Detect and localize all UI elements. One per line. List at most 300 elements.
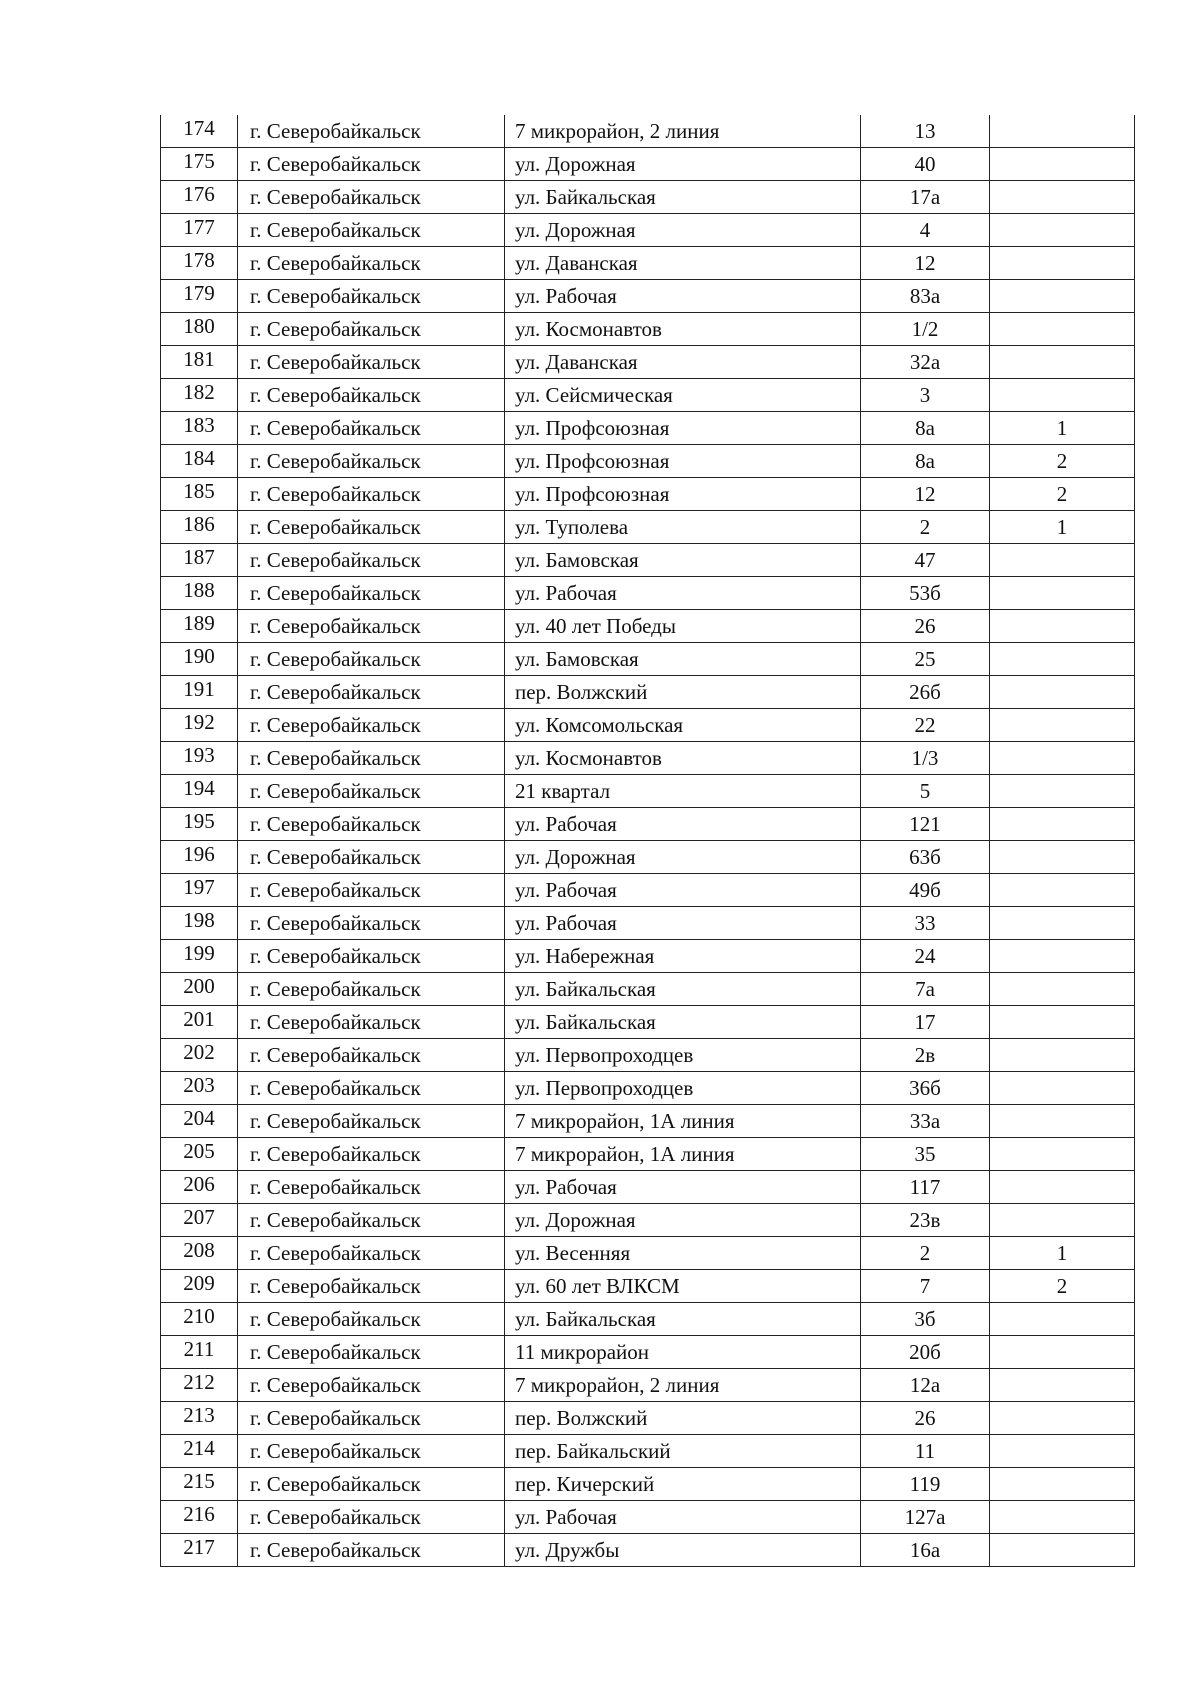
row-number-cell [161,676,238,709]
house-number-cell [861,742,990,775]
row-number-cell [161,1270,238,1303]
city-cell-text: г. Северобайкальск [250,1339,421,1364]
table-row [161,544,1135,577]
table-row [161,676,1135,709]
extra-value-cell [990,1468,1135,1501]
extra-value-cell-text: 2 [1056,448,1068,473]
extra-value-cell [990,247,1135,280]
street-cell [505,940,861,973]
street-cell [505,1237,861,1270]
city-cell [238,214,505,247]
table-row [161,808,1135,841]
street-cell-text: пер. Байкальский [515,1438,671,1463]
extra-value-cell-text: 1 [1056,514,1068,539]
city-cell-text: г. Северобайкальск [250,778,421,803]
street-cell-text: ул. Космонавтов [515,316,662,341]
row-number-cell-text: 194 [183,775,215,800]
city-cell-text: г. Северобайкальск [250,1405,421,1430]
row-number-cell [161,445,238,478]
street-cell [505,775,861,808]
table-row [161,610,1135,643]
extra-value-cell [990,1435,1135,1468]
city-cell-text: г. Северобайкальск [250,184,421,209]
street-cell [505,280,861,313]
city-cell-text: г. Северобайкальск [250,1042,421,1067]
city-cell-text: г. Северобайкальск [250,1009,421,1034]
house-number-cell-text: 117 [909,1174,941,1199]
city-cell [238,874,505,907]
extra-value-cell [990,841,1135,874]
house-number-cell-text: 16а [909,1537,941,1562]
street-cell [505,478,861,511]
row-number-cell [161,940,238,973]
street-cell-text: ул. Дорожная [515,1207,636,1232]
street-cell-text: ул. Байкальская [515,184,656,209]
extra-value-cell [990,379,1135,412]
city-cell [238,115,505,148]
table-row [161,445,1135,478]
street-cell-text: ул. Профсоюзная [515,448,670,473]
table-row [161,841,1135,874]
extra-value-cell [990,709,1135,742]
extra-value-cell [990,577,1135,610]
row-number-cell [161,1237,238,1270]
table-row [161,973,1135,1006]
row-number-cell-text: 201 [183,1006,215,1031]
street-cell [505,181,861,214]
house-number-cell-text: 4 [919,217,931,242]
street-cell [505,247,861,280]
city-cell-text: г. Северобайкальск [250,250,421,275]
extra-value-cell [990,1072,1135,1105]
city-cell [238,709,505,742]
house-number-cell [861,775,990,808]
table-row [161,247,1135,280]
row-number-cell-text: 195 [183,808,215,833]
street-cell-text: ул. Рабочая [515,1174,617,1199]
house-number-cell [861,973,990,1006]
house-number-cell [861,511,990,544]
house-number-cell-text: 119 [909,1471,941,1496]
table-row [161,1138,1135,1171]
house-number-cell [861,577,990,610]
extra-value-cell [990,313,1135,346]
row-number-cell-text: 174 [183,115,215,140]
city-cell-text: г. Северобайкальск [250,1207,421,1232]
city-cell-text: г. Северобайкальск [250,745,421,770]
row-number-cell [161,1501,238,1534]
row-number-cell [161,379,238,412]
street-cell [505,313,861,346]
row-number-cell-text: 192 [183,709,215,734]
row-number-cell-text: 198 [183,907,215,932]
house-number-cell [861,1534,990,1567]
table-row [161,874,1135,907]
street-cell-text: ул. Рабочая [515,877,617,902]
house-number-cell-text: 53б [909,580,941,605]
city-cell [238,1501,505,1534]
street-cell [505,1501,861,1534]
house-number-cell-text: 8а [915,448,935,473]
city-cell [238,346,505,379]
city-cell-text: г. Северобайкальск [250,613,421,638]
street-cell [505,1039,861,1072]
extra-value-cell [990,1204,1135,1237]
extra-value-cell [990,1171,1135,1204]
table-row [161,1336,1135,1369]
street-cell-text: 7 микрорайон, 2 линия [515,1372,720,1397]
city-cell [238,1138,505,1171]
house-number-cell-text: 23в [909,1207,941,1232]
house-number-cell-text: 36б [909,1075,941,1100]
house-number-cell-text: 1/2 [911,316,939,341]
house-number-cell-text: 47 [914,547,936,572]
row-number-cell [161,478,238,511]
extra-value-cell [990,280,1135,313]
extra-value-cell [990,808,1135,841]
street-cell-text: 7 микрорайон, 2 линия [515,118,720,143]
row-number-cell [161,148,238,181]
street-cell-text: ул. Весенняя [515,1240,631,1265]
city-cell-text: г. Северобайкальск [250,118,421,143]
house-number-cell [861,1204,990,1237]
house-number-cell [861,214,990,247]
row-number-cell [161,1072,238,1105]
table-row [161,181,1135,214]
house-number-cell [861,808,990,841]
row-number-cell-text: 185 [183,478,215,503]
city-cell [238,511,505,544]
city-cell [238,610,505,643]
city-cell-text: г. Северобайкальск [250,151,421,176]
house-number-cell-text: 3б [914,1306,936,1331]
table-row [161,115,1135,148]
city-cell [238,841,505,874]
house-number-cell-text: 127а [904,1504,946,1529]
city-cell [238,907,505,940]
house-number-cell-text: 26 [914,1405,936,1430]
street-cell-text: пер. Волжский [515,679,648,704]
city-cell-text: г. Северобайкальск [250,1108,421,1133]
street-cell [505,874,861,907]
table-row [161,1270,1135,1303]
table-row [161,1435,1135,1468]
extra-value-cell [990,742,1135,775]
house-number-cell [861,181,990,214]
table-row [161,1369,1135,1402]
street-cell-text: ул. Туполева [515,514,629,539]
house-number-cell-text: 17а [909,184,941,209]
table-row [161,313,1135,346]
extra-value-cell [990,214,1135,247]
city-cell-text: г. Северобайкальск [250,1273,421,1298]
row-number-cell-text: 210 [183,1303,215,1328]
row-number-cell-text: 196 [183,841,215,866]
street-cell-text: ул. Рабочая [515,580,617,605]
street-cell-text: 21 квартал [515,778,611,803]
street-cell [505,1006,861,1039]
street-cell [505,1270,861,1303]
row-number-cell [161,907,238,940]
house-number-cell [861,1336,990,1369]
house-number-cell-text: 33а [909,1108,941,1133]
row-number-cell-text: 188 [183,577,215,602]
table-row [161,709,1135,742]
row-number-cell-text: 216 [183,1501,215,1526]
street-cell-text: ул. Бамовская [515,646,639,671]
city-cell-text: г. Северобайкальск [250,811,421,836]
street-cell-text: ул. Дорожная [515,217,636,242]
row-number-cell-text: 191 [183,676,215,701]
city-cell [238,1039,505,1072]
street-cell [505,676,861,709]
extra-value-cell [990,775,1135,808]
extra-value-cell [990,1369,1135,1402]
row-number-cell-text: 203 [183,1072,215,1097]
row-number-cell-text: 183 [183,412,215,437]
street-cell [505,1402,861,1435]
house-number-cell [861,412,990,445]
house-number-cell [861,247,990,280]
street-cell [505,973,861,1006]
house-number-cell [861,1435,990,1468]
city-cell-text: г. Северобайкальск [250,1240,421,1265]
table-row [161,1237,1135,1270]
house-number-cell [861,1138,990,1171]
extra-value-cell [990,148,1135,181]
city-cell-text: г. Северобайкальск [250,1438,421,1463]
row-number-cell-text: 179 [183,280,215,305]
street-cell [505,742,861,775]
row-number-cell-text: 182 [183,379,215,404]
city-cell [238,1468,505,1501]
city-cell [238,1006,505,1039]
row-number-cell-text: 181 [183,346,215,371]
house-number-cell-text: 12а [909,1372,941,1397]
row-number-cell-text: 177 [183,214,215,239]
row-number-cell [161,874,238,907]
house-number-cell-text: 83а [909,283,941,308]
street-cell-text: ул. Набережная [515,943,655,968]
city-cell [238,676,505,709]
row-number-cell-text: 209 [183,1270,215,1295]
street-cell-text: ул. Рабочая [515,283,617,308]
city-cell-text: г. Северобайкальск [250,1174,421,1199]
street-cell [505,1072,861,1105]
city-cell [238,1534,505,1567]
table-row [161,907,1135,940]
city-cell [238,478,505,511]
street-cell [505,115,861,148]
extra-value-cell [990,907,1135,940]
row-number-cell-text: 200 [183,973,215,998]
city-cell [238,445,505,478]
row-number-cell [161,214,238,247]
city-cell [238,1303,505,1336]
city-cell [238,1237,505,1270]
city-cell-text: г. Северобайкальск [250,481,421,506]
house-number-cell [861,874,990,907]
city-cell-text: г. Северобайкальск [250,943,421,968]
row-number-cell-text: 189 [183,610,215,635]
extra-value-cell [990,115,1135,148]
street-cell-text: ул. Даванская [515,250,638,275]
street-cell [505,1171,861,1204]
house-number-cell [861,1501,990,1534]
house-number-cell [861,1072,990,1105]
house-number-cell-text: 20б [909,1339,941,1364]
table-row [161,1303,1135,1336]
row-number-cell-text: 205 [183,1138,215,1163]
street-cell [505,412,861,445]
city-cell [238,1402,505,1435]
table-row [161,1039,1135,1072]
street-cell [505,709,861,742]
house-number-cell [861,115,990,148]
house-number-cell-text: 8а [915,415,935,440]
row-number-cell [161,412,238,445]
house-number-cell [861,445,990,478]
table-row [161,1171,1135,1204]
house-number-cell [861,1402,990,1435]
address-table [160,115,1135,1567]
table-row [161,346,1135,379]
extra-value-cell [990,1303,1135,1336]
extra-value-cell-text: 1 [1056,1240,1068,1265]
city-cell [238,643,505,676]
extra-value-cell [990,1237,1135,1270]
row-number-cell-text: 208 [183,1237,215,1262]
city-cell-text: г. Северобайкальск [250,349,421,374]
city-cell [238,973,505,1006]
street-cell [505,1435,861,1468]
street-cell [505,1369,861,1402]
row-number-cell-text: 180 [183,313,215,338]
row-number-cell-text: 215 [183,1468,215,1493]
house-number-cell [861,1039,990,1072]
row-number-cell-text: 186 [183,511,215,536]
house-number-cell-text: 49б [909,877,941,902]
street-cell-text: ул. Комсомольская [515,712,684,737]
row-number-cell-text: 193 [183,742,215,767]
city-cell [238,1105,505,1138]
table-row [161,577,1135,610]
city-cell [238,1171,505,1204]
table-row [161,379,1135,412]
city-cell-text: г. Северобайкальск [250,217,421,242]
row-number-cell-text: 175 [183,148,215,173]
house-number-cell [861,907,990,940]
extra-value-cell [990,643,1135,676]
street-cell [505,808,861,841]
city-cell-text: г. Северобайкальск [250,910,421,935]
house-number-cell [861,346,990,379]
extra-value-cell [990,1402,1135,1435]
house-number-cell-text: 2в [914,1042,936,1067]
house-number-cell [861,1171,990,1204]
street-cell [505,511,861,544]
row-number-cell [161,1171,238,1204]
table-row [161,742,1135,775]
row-number-cell [161,280,238,313]
extra-value-cell [990,1039,1135,1072]
extra-value-cell [990,412,1135,445]
house-number-cell [861,1369,990,1402]
house-number-cell-text: 2 [919,514,931,539]
city-cell-text: г. Северобайкальск [250,415,421,440]
street-cell-text: ул. Первопроходцев [515,1075,694,1100]
city-cell [238,379,505,412]
row-number-cell-text: 187 [183,544,215,569]
house-number-cell-text: 12 [914,481,936,506]
row-number-cell-text: 176 [183,181,215,206]
row-number-cell [161,1534,238,1567]
row-number-cell [161,1435,238,1468]
street-cell-text: 7 микрорайон, 1А линия [515,1141,735,1166]
city-cell-text: г. Северобайкальск [250,679,421,704]
street-cell-text: ул. Рабочая [515,1504,617,1529]
row-number-cell [161,181,238,214]
extra-value-cell [990,478,1135,511]
extra-value-cell-text: 1 [1056,415,1068,440]
city-cell [238,280,505,313]
house-number-cell [861,1105,990,1138]
street-cell-text: ул. Бамовская [515,547,639,572]
city-cell-text: г. Северобайкальск [250,514,421,539]
table-row [161,643,1135,676]
street-cell [505,544,861,577]
city-cell [238,181,505,214]
extra-value-cell [990,973,1135,1006]
row-number-cell-text: 212 [183,1369,215,1394]
row-number-cell [161,1303,238,1336]
house-number-cell-text: 121 [909,811,941,836]
row-number-cell [161,544,238,577]
street-cell-text: ул. Рабочая [515,811,617,836]
extra-value-cell [990,544,1135,577]
street-cell-text: ул. Байкальская [515,976,656,1001]
row-number-cell [161,1138,238,1171]
street-cell [505,1336,861,1369]
street-cell [505,907,861,940]
house-number-cell-text: 24 [914,943,936,968]
city-cell [238,577,505,610]
row-number-cell-text: 199 [183,940,215,965]
house-number-cell-text: 11 [914,1438,936,1463]
street-cell-text: пер. Волжский [515,1405,648,1430]
table-row [161,280,1135,313]
table-row [161,214,1135,247]
row-number-cell [161,1105,238,1138]
table-row [161,1402,1135,1435]
row-number-cell [161,511,238,544]
city-cell [238,1072,505,1105]
house-number-cell [861,1270,990,1303]
extra-value-cell [990,1105,1135,1138]
row-number-cell [161,1336,238,1369]
street-cell-text: ул. Профсоюзная [515,481,670,506]
row-number-cell [161,709,238,742]
row-number-cell [161,775,238,808]
row-number-cell-text: 184 [183,445,215,470]
city-cell-text: г. Северобайкальск [250,976,421,1001]
house-number-cell-text: 35 [914,1141,936,1166]
house-number-cell [861,940,990,973]
extra-value-cell [990,874,1135,907]
house-number-cell-text: 26 [914,613,936,638]
street-cell [505,577,861,610]
street-cell-text: пер. Кичерский [515,1471,655,1496]
